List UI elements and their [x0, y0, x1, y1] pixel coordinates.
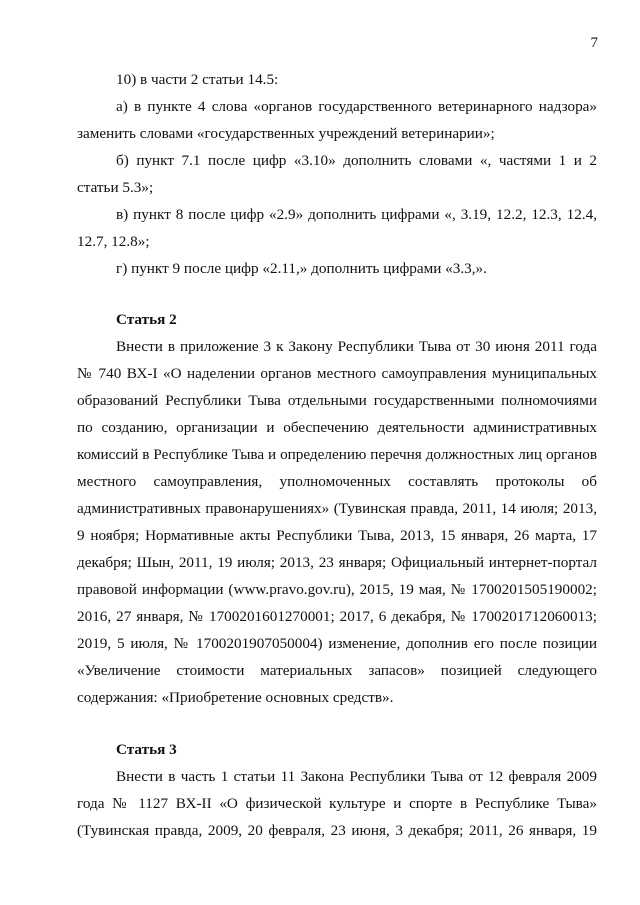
spacer: [77, 711, 597, 736]
article-3-heading: Статья 3: [116, 741, 177, 758]
amendment-item-10: 10) в части 2 статьи 14.5:: [116, 71, 279, 88]
article-2-heading: Статья 2: [116, 311, 177, 328]
amendment-subitem-v: в) пункт 8 после цифр «2.9» дополнить цифрами «, 3.19, 12.2, 12.3, 12.4, 12.7, 12.8»;: [77, 206, 597, 250]
page-number: 7: [590, 35, 598, 51]
document-body: [77, 66, 597, 844]
amendment-subitem-g: г) пункт 9 после цифр «2.11,» дополнить цифрами «3.3,».: [116, 260, 487, 277]
article-3-text: Внести в часть 1 статьи 11 Закона Республики Тыва от 12 февраля 2009 года № 1127 ВХ-II «О физической культуре и спорте в Республике Тыва» (Тувинская правда, 2009, 20 февраля, 23 июня, 3 декабря; 2011, 26 января, 19: [77, 768, 597, 839]
spacer: [77, 282, 597, 306]
article-2-text: Внести в приложение 3 к Закону Республики Тыва от 30 июня 2011 года № 740 ВХ-I «О наделении органов местного самоуправления муниципальных образований Республики Тыва отдельными государственными полномочиями по созданию, организации и обеспечению деятельности административных комиссий в Республике Тыва и определению перечня должностных лиц органов местного самоуправления, уполномоченных составлять протоколы об административных правонарушениях» (Тувинская правда, 2011, 14 июля; 2013, 9 ноября; Нормативные акты Республики Тыва, 2013, 15 января, 26 марта, 17 декабря; Шын, 2011, 19 июля; 2013, 23 января; Официальный интернет-портал правовой информации (www.pravo.gov.ru), 2015, 19 мая, № 1700201505190002; 2016, 27 января, № 1700201601270001; 2017, 6 декабря, № 1700201712060013; 2019, 5 июля, № 1700201907050004) изменение, дополнив его после позиции «Увеличение стоимости материальных запасов» позицией следующего содержания: «Приобретение основных средств».: [77, 338, 597, 706]
amendment-subitem-b: б) пункт 7.1 после цифр «3.10» дополнить словами «, частями 1 и 2 статьи 5.3»;: [77, 152, 597, 196]
amendment-subitem-a: а) в пункте 4 слова «органов государственного ветеринарного надзора» заменить словами «государственных учреждений ветеринарии»;: [77, 98, 597, 142]
